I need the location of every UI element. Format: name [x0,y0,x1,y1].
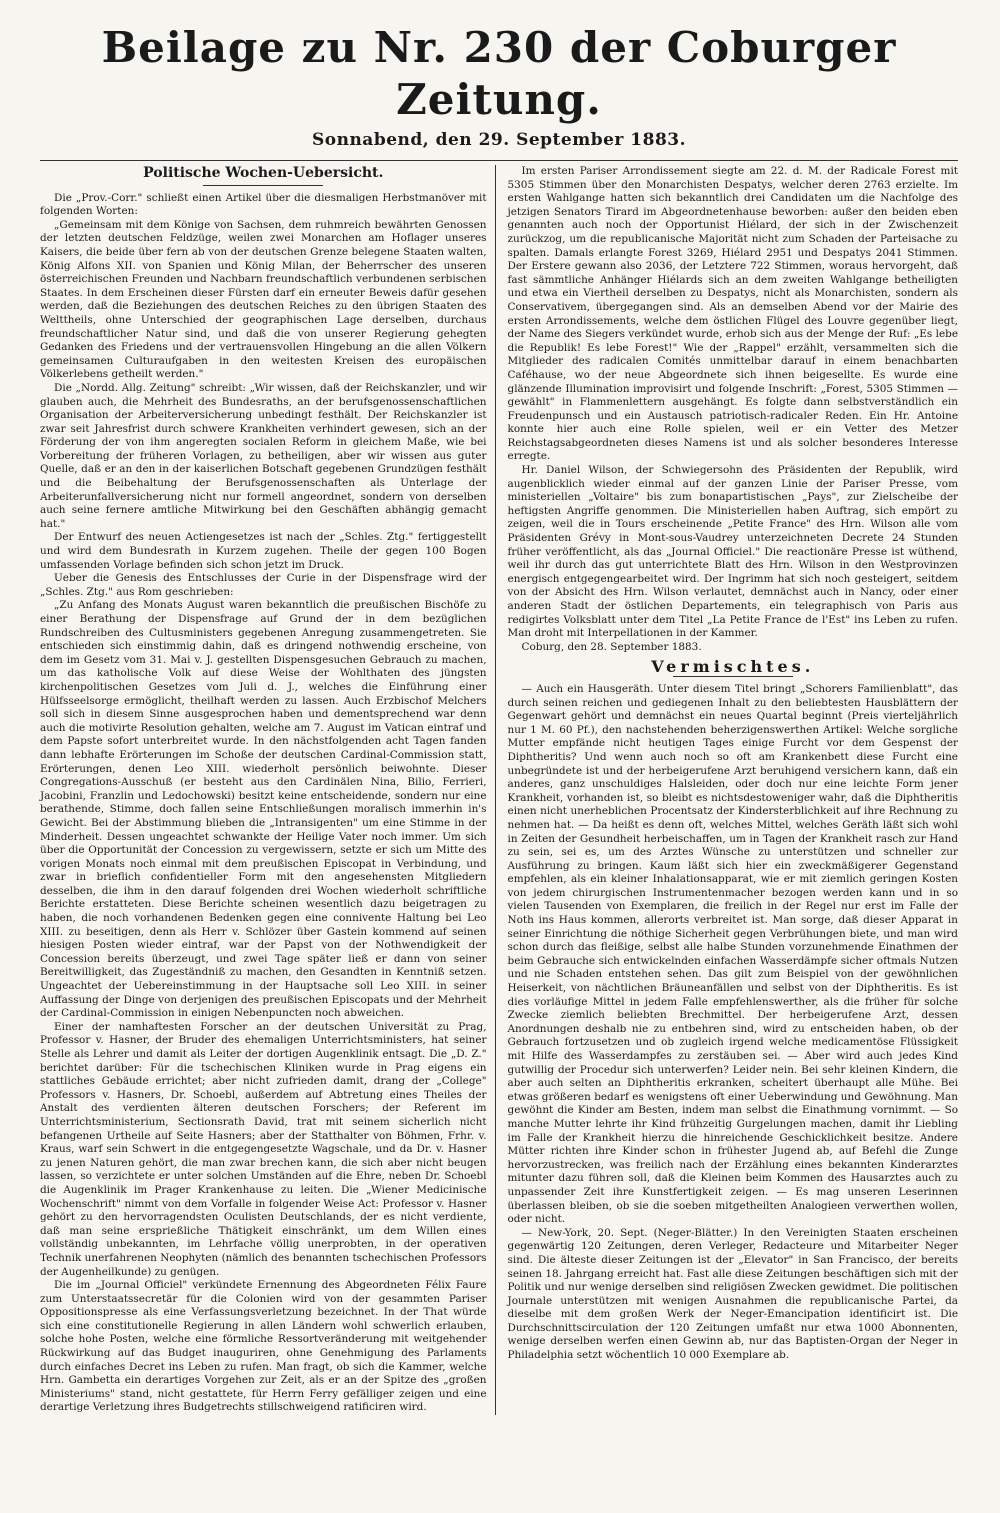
misc-paragraph: — Auch ein Hausgeräth. Unter diesem Titel bringt „Schorers Familienblatt", das durch seinen reichen und gediegenen Inhalt zu den beliebtesten Hausblättern der Gegenwart gehört und demnächst ein neues Quartal beginnt (Preis vierteljährlich nur 1 M. 60 Pf.), den nachstehenden beherzigenswerthen Artikel: Welche sorgliche Mutter empfände nicht heutigen Tages einige Furcht vor dem Gespenst der Diphtheritis? Und wenn auch noch so oft am Krankenbett diese Furcht eine unbegründete ist und der herbeigerufene Arzt beruhigend versichern kann, daß ein anderes, ganz unschuldiges Halsleiden, oder doch nur eine leichte Form jener Krankheit, vorhanden ist, so bleibt es nichtsdestoweniger wahr, daß die Diphtheritis einen nicht unerheblichen Procentsatz der Kindersterblichkeit auf ihre Rechnung zu nehmen hat. — Da heißt es denn oft, welches Mittel, welches Geräth läßt sich wohl in Zeiten der Gesundheit herbeischaffen, um in Tagen der Krankheit rasch zur Hand zu sein, sei es, um des Arztes Wünsche zu unterstützen und schneller zur Ausführung zu bringen. Kaum läßt sich hier ein zweckmäßigerer Gegenstand empfehlen, als ein kleiner Inhalationsapparat, wie er mit ziemlich geringen Kosten von jedem chirurgischen Instrumentenmacher bezogen werden kann und in so vielen Tausenden von Exemplaren, die freilich in der Regel nur erst im Falle der Noth ins Haus kommen, allerorts verbreitet ist. Man sorge, daß dieser Apparat in seiner Einrichtung die nöthige Sicherheit gegen Verbrühungen biete, und man wird schon durch das fleißige, selbst alle halbe Stunden vorzunehmende Einathmen der beim Gebrauche sich entwickelnden einfachen Wasserdämpfe sicher oftmals Nutzen und nie Schaden entstehen sehen. Das gilt zum Beispiel von der gewöhnlichen Heiserkeit, von nächtlichen Bräuneanfällen und selbst von der Diphtheritis. Es ist dies vorläufige Mittel in jedem Falle empfehlenswerther, als die früher für solche Zwecke ziemlich beliebten Brechmittel. Der herbeigerufene Arzt, dessen Anordnungen deshalb nie zu entbehren sind, wird zu entscheiden haben, ob der Gebrauch fortzusetzen und ob zugleich irgend welche medicamentöse Flüssigkeit mit Hilfe des Wasserdampfes zu zerstäuben sei. — Aber wird auch jedes Kind gutwillig der Procedur sich unterwerfen? Leider nein. Bei sehr kleinen Kindern, die aber auch selten an Diphtheritis erkranken, scheitert überhaupt alle Mühe. Bei etwas größeren bedarf es wenigstens oft einer Ueberwindung und Gewöhnung. Man gewöhnt die Kinder am Besten, indem man selbst die Einathmung vornimmt. — So manche Mutter lehrte ihr Kind frühzeitig Gurgelungen machen, damit ihr Liebling im Falle der Krankheit hierzu die hinreichende Geschicklichkeit besitze. Andere Mütter richten ihre Kinder schon in frühester Jugend ab, auf Befehl die Zunge hervorzustrecken, was freilich nach der Erzählung eines bekannten Kinderarztes mitunter dazu führen soll, daß die Kleinen beim Kommen des Hausarztes auch zu unpassender Zeit ihre Kunstfertigkeit zeigen. — Es mag unseren Leserinnen überlassen bleiben, ob sie die soeben mitgetheilten Analogieen verwerthen wollen, oder nicht. [507,682,958,1226]
section-rule [673,676,793,677]
columns [40,165,958,1415]
masthead-rule [40,160,958,161]
article-paragraph: Einer der namhaftesten Forscher an der deutschen Universität zu Prag, Professor v. Hasner, der Bruder des ehemaligen Unterrichtsministers, hat seiner Stelle als Lehrer und damit als Leiter der dortigen Augenklinik entsagt. Die „D. Z." berichtet darüber: Für die tschechischen Kliniken wurde in Prag eigens ein stattliches Gebäude errichtet; aber nicht zufrieden damit, drang der „College" Professors v. Hasners, Dr. Schoebl, außerdem auf Abtretung eines Theiles der Anstalt des verdienten älteren deutschen Forschers; der Referent im Unterrichtsministerium, Sectionsrath David, trat mit seinem sicherlich nicht befangenen Urtheile auf Seite Hasners; aber der Statthalter von Böhmen, Frhr. v. Kraus, warf sein Schwert in die entgegengesetzte Wagschale, und da Dr. v. Hasner zu jenen Naturen gehört, die man zwar brechen kann, die sich aber nicht beugen lassen, so verzichtete er unter solchen Umständen auf die Ehre, neben Dr. Schoebl die Augenklinik im Prager Krankenhause zu leiten. Die „Wiener Medicinische Wochenschrift" nimmt von dem Vorfalle in folgender Weise Act: Professor v. Hasner gehört zu den hervorragendsten Oculisten Deutschlands, der es nicht verdiente, daß man seine ersprießliche Thätigkeit einschränkt, um dem Willen eines vollständig unbekannten, im Lehrfache völlig unerprobten, in der operativen Technik unerfahrenen Neophyten (nämlich des benannten tschechischen Professors der Augenheilkunde) zu genügen. [40,1020,487,1278]
article-paragraph: Die „Nordd. Allg. Zeitung" schreibt: „Wir wissen, daß der Reichskanzler, und wir glauben auch, die Mehrheit des Bundesraths, an der berufsgenossenschaftlichen Organisation der Arbeiterversicherung unbedingt festhält. Der Reichskanzler ist zwar seit Jahresfrist durch schwere Krankheiten verhindert gewesen, sich an der Förderung der von ihm angeregten socialen Reform in gleichem Maße, wie bei Vorbereitung der früheren Vorlagen, zu betheiligen, aber wir wissen aus guter Quelle, daß er an den in der kaiserlichen Botschaft gegebenen Grundzügen festhält und die Beibehaltung der Berufsgenossenschaften als Unterlage der Arbeiterunfallversicherung nicht nur formell angeordnet, sondern von derselben auch seine fernere amtliche Mitwirkung bei den Geschäften abhängig gemacht hat." [40,381,487,530]
dateline-signature: Coburg, den 28. September 1883. [521,640,702,653]
misc-paragraph: — New-York, 20. Sept. (Neger-Blätter.) In den Vereinigten Staaten erscheinen gegenwärtig 120 Zeitungen, deren Verleger, Redacteure und Mitarbeiter Neger sind. Die älteste dieser Zeitungen ist der „Elevator" in San Francisco, der bereits seinen 18. Jahrgang erreicht hat. Fast alle diese Zeitungen beschäftigen sich mit der Politik und nur wenige derselben sind religiösen Zwecken gewidmet. Die politischen Journale unterstützen mit wenigen Ausnahmen die republicanische Partei, da dieselbe mit dem großen Werk der Neger-Emancipation identificirt ist. Die Durchschnittscirculation der 120 Zeitungen umfaßt nur etwa 1000 Abonnenten, wenige derselben werfen einen Gewinn ab, nur das Baptisten-Organ der Neger in Philadelphia setzt wöchentlich 10 000 Exemplare ab. [507,1226,958,1362]
article-paragraph: Ueber die Genesis des Entschlusses der Curie in der Dispensfrage wird der „Schles. Ztg." aus Rom geschrieben: [40,572,487,598]
masthead [40,0,958,161]
article-paragraph: Hr. Daniel Wilson, der Schwiegersohn des Präsidenten der Republik, wird augenblicklich wieder einmal auf der ganzen Linie der Pariser Presse, vom ministeriellen „Voltaire" bis zum bonapartistischen „Pays", zur Zielscheibe der heftigsten Angriffe genommen. Die Ministeriellen haben Auftrag, sich empört zu zeigen, weil die in Tours erscheinende „Petite France" des Hrn. Wilson alle vom Präsidenten Grévy in Mont-sous-Vaudrey unterzeichneten Decrete 24 Stunden früher veröffentlicht, als das „Journal Officiel." Die reactionäre Presse ist wüthend, weil ihr durch das gut unterrichtete Blatt des Hrn. Wilson in den Westprovinzen energisch entgegengearbeitet wird. Der Ingrimm hat sich noch gesteigert, seitdem von der Absicht des Hrn. Wilson verlautet, demnächst auch in Nancy, oder einer anderen Stadt der östlichen Departements, ein telegraphisch von Paris aus redigirtes Volksblatt unter dem Titel „La Petite France de l'Est" ins Leben zu rufen. Man droht mit Interpellationen in der Kammer. [507,464,958,640]
column-divider [495,165,496,1415]
article-paragraph: Im ersten Pariser Arrondissement siegte am 22. d. M. der Radicale Forest mit 5305 Stimmen über den Monarchisten Despatys, welcher deren 2763 erzielte. Im ersten Wahlgange hatten sich bekanntlich drei Candidaten um die Nachfolge des jetzigen Senators Tirard im Abgeordnetenhause beworben: außer den beiden eben genannten auch noch der Opportunist Hiélard, der sich in der Zwischenzeit zurückzog, um die republicanische Majorität nicht zum Schaden der Parteisache zu spalten. Damals erlangte Forest 3269, Hiélard 2951 und Despatys 2041 Stimmen. Der Erstere gewann also 2036, der Letztere 722 Stimmen, woraus hervorgeht, daß fast sämmtliche Anhänger Hiélards sich an dem zweiten Wahlgange betheiligten und etwa ein Viertheil derselben zu Despatys, nicht als Monarchisten, sondern als Conservativem, übergegangen sind. Als an demselben Abend vor der Mairie des ersten Arrondissements, welche dem östlichen Flügel des Louvre gegenüber liegt, der Name des Siegers verkündet wurde, erhob sich aus der Menge der Ruf: „Es lebe die Republik! Es lebe Forest!" Wie der „Rappel" erzählt, versammelten sich die Mitglieder des radicalen Comités unmittelbar darauf in einem benachbarten Caféhause, wo der neue Abgeordnete sich ihnen beigesellte. Es wurde eine glänzende Illumination improvisirt und folgende Inschrift: „Forest, 5305 Stimmen — gewählt" in Flammenlettern ausgehängt. Es folgte dann selbstverständlich ein Freudenpunsch und ein Austausch patriotisch-radicaler Reden. Ein Hr. Antoine konnte hier auch eine Rolle spielen, weil er ein Vetter des Metzer Reichstagsabgeordneten dieses Namens ist und als solcher besonderes Interesse erregte. [507,165,958,463]
article-paragraph: Die „Prov.-Corr." schließt einen Artikel über die diesmaligen Herbstmanöver mit folgenden Worten: [40,191,487,218]
article-paragraph: „Zu Anfang des Monats August waren bekanntlich die preußischen Bischöfe zu einer Berathung der Dispensfrage auf Grund der in dem bezüglichen Rundschreiben des Cultusministers gegebenen Anregung zusammengetreten. Sie entschieden sich einstimmig dahin, daß es dringend nothwendig erscheine, von dem im Gesetz vom 31. Mai v. J. gestellten Dispensgesuchen Gebrauch zu machen, um das katholische Volk auf diese Weise der Wohlthaten des jüngsten kirchenpolitischen Gesetzes vom Juli d. J., welches die Einführung einer Hülfsseelsorge ermöglicht, theilhaft werden zu lassen. Auch Erzbischof Melchers soll sich in diesem Sinne ausgesprochen haben und dementsprechend war denn auch die motivirte Resolution gehalten, welche am 7. August im Vatican eintraf und dem Papste sofort unterbreitet wurde. In den nächstfolgenden acht Tagen fanden dann lebhafte Erörterungen im Schoße der deutschen Cardinal-Commission statt, Erörterungen, denen Leo XIII. wiederholt persönlich beiwohnte. Dieser Congregations-Ausschuß (er besteht aus den Cardinälen Nina, Bilio, Ferrieri, Jacobini, Franzlin und Ledochowski) besitzt keine entscheidende, sondern nur eine berathende, Stimme, doch fallen seine Entschließungen moralisch immerhin in's Gewicht. Bei der Abstimmung blieben die „Intransigenten" um eine Stimme in der Minderheit. Dessen ungeachtet schwankte der Heilige Vater noch immer. Um sich über die Opportunität der Concession zu vergewissern, setzte er sich um Mitte des vorigen Monats noch einmal mit dem preußischen Episcopat in Verbindung, und zwar in brieflich confidentieller Form mit den angesehensten Mitgliedern desselben, die ihm in den darauf folgenden drei Wochen wiederholt schriftliche Berichte erstatteten. Diese Berichte scheinen wesentlich dazu beigetragen zu haben, die noch vorhandenen Bedenken gegen eine connivente Haltung bei Leo XIII. zu beseitigen, denn als Herr v. Schlözer über Gastein kommend auf seinen hiesigen Posten wieder eintraf, war der Papst von der Nothwendigkeit der Concession bereits überzeugt, und zwei Tage später ließ er dann von seiner Bereitwilligkeit, das Zugeständniß zu machen, den Gesandten in Kenntniß setzen. Ungeachtet der Uebereinstimmung in der Hauptsache soll Leo XIII. in seiner Auffassung der Dinge von derjenigen des preußischen Episcopats und der Mehrheit der Cardinal-Commission in einigen Nebenpuncten noch abweichen. [40,599,487,1020]
masthead-date: Sonnabend, den 29. September 1883. [311,130,687,150]
left-column [40,165,495,1415]
article-paragraph: „Gemeinsam mit dem Könige von Sachsen, dem ruhmreich bewährten Genossen der letzten deutschen Feldzüge, weilen zwei Monarchen am Hoflager unseres Kaisers, die beide über fern ab von der deutschen Grenze belegene Staaten walten, König Alfons XII. von Spanien und König Milan, der Beherrscher des unseren österreichischen Freunden und Nachbarn freundschaftlich verbundenen serbischen Staates. In dem Erscheinen dieser Fürsten darf ein erneuter Beweis dafür gesehen werden, daß die Beziehungen des deutschen Reiches zu den übrigen Staaten des Welttheils, ohne Unterschied der geographischen Lage derselben, durchaus freundschaftlicher Natur sind, und daß die von unserer Regierung gehegten Gedanken des Friedens und der vertrauensvollen Hingebung an die allen Völkern gemeinsamen Culturaufgaben in den weitesten Kreisen des europäischen Völkerlebens getheilt werden." [40,218,487,381]
section-title-misc: Vermischtes. [651,657,815,677]
section-title-politics: Politische Wochen-Uebersicht. [143,165,384,181]
section-rule [203,185,323,186]
right-column [504,165,958,1415]
article-paragraph: Die im „Journal Officiel" verkündete Ernennung des Abgeordneten Félix Faure zum Unterstaatssecretär für die Colonien wird von der gesammten Pariser Oppositionspresse als eine Verfassungsverletzung bezeichnet. In der That würde sich eine constitutionelle Regierung in allen Ländern wohl schwerlich erlauben, solche hohe Posten, welche eine förmliche Ressortveränderung mit weitgehender Rückwirkung auf das Budget inauguriren, ohne Genehmigung des Parlaments durch einfaches Decret ins Leben zu rufen. Man fragt, ob sich die Kammer, welche Hrn. Gambetta ein derartiges Vorgehen zur Zeit, als er an der Spitze des „großen Ministeriums" stand, nicht gestattete, für Herrn Ferry gefälliger zeigen und eine derartige Verletzung ihres Budgetrechts stillschweigend ratificiren wird. [40,1279,487,1414]
masthead-title: Beilage zu Nr. 230 der Coburger Zeitung. [101,23,897,124]
article-paragraph: Der Entwurf des neuen Actiengesetzes ist nach der „Schles. Ztg." fertiggestellt und wird dem Bundesrath in Kurzem zugehen. Theile der gegen 100 Bogen umfassenden Vorlage befinden sich schon jetzt im Druck. [40,531,487,571]
